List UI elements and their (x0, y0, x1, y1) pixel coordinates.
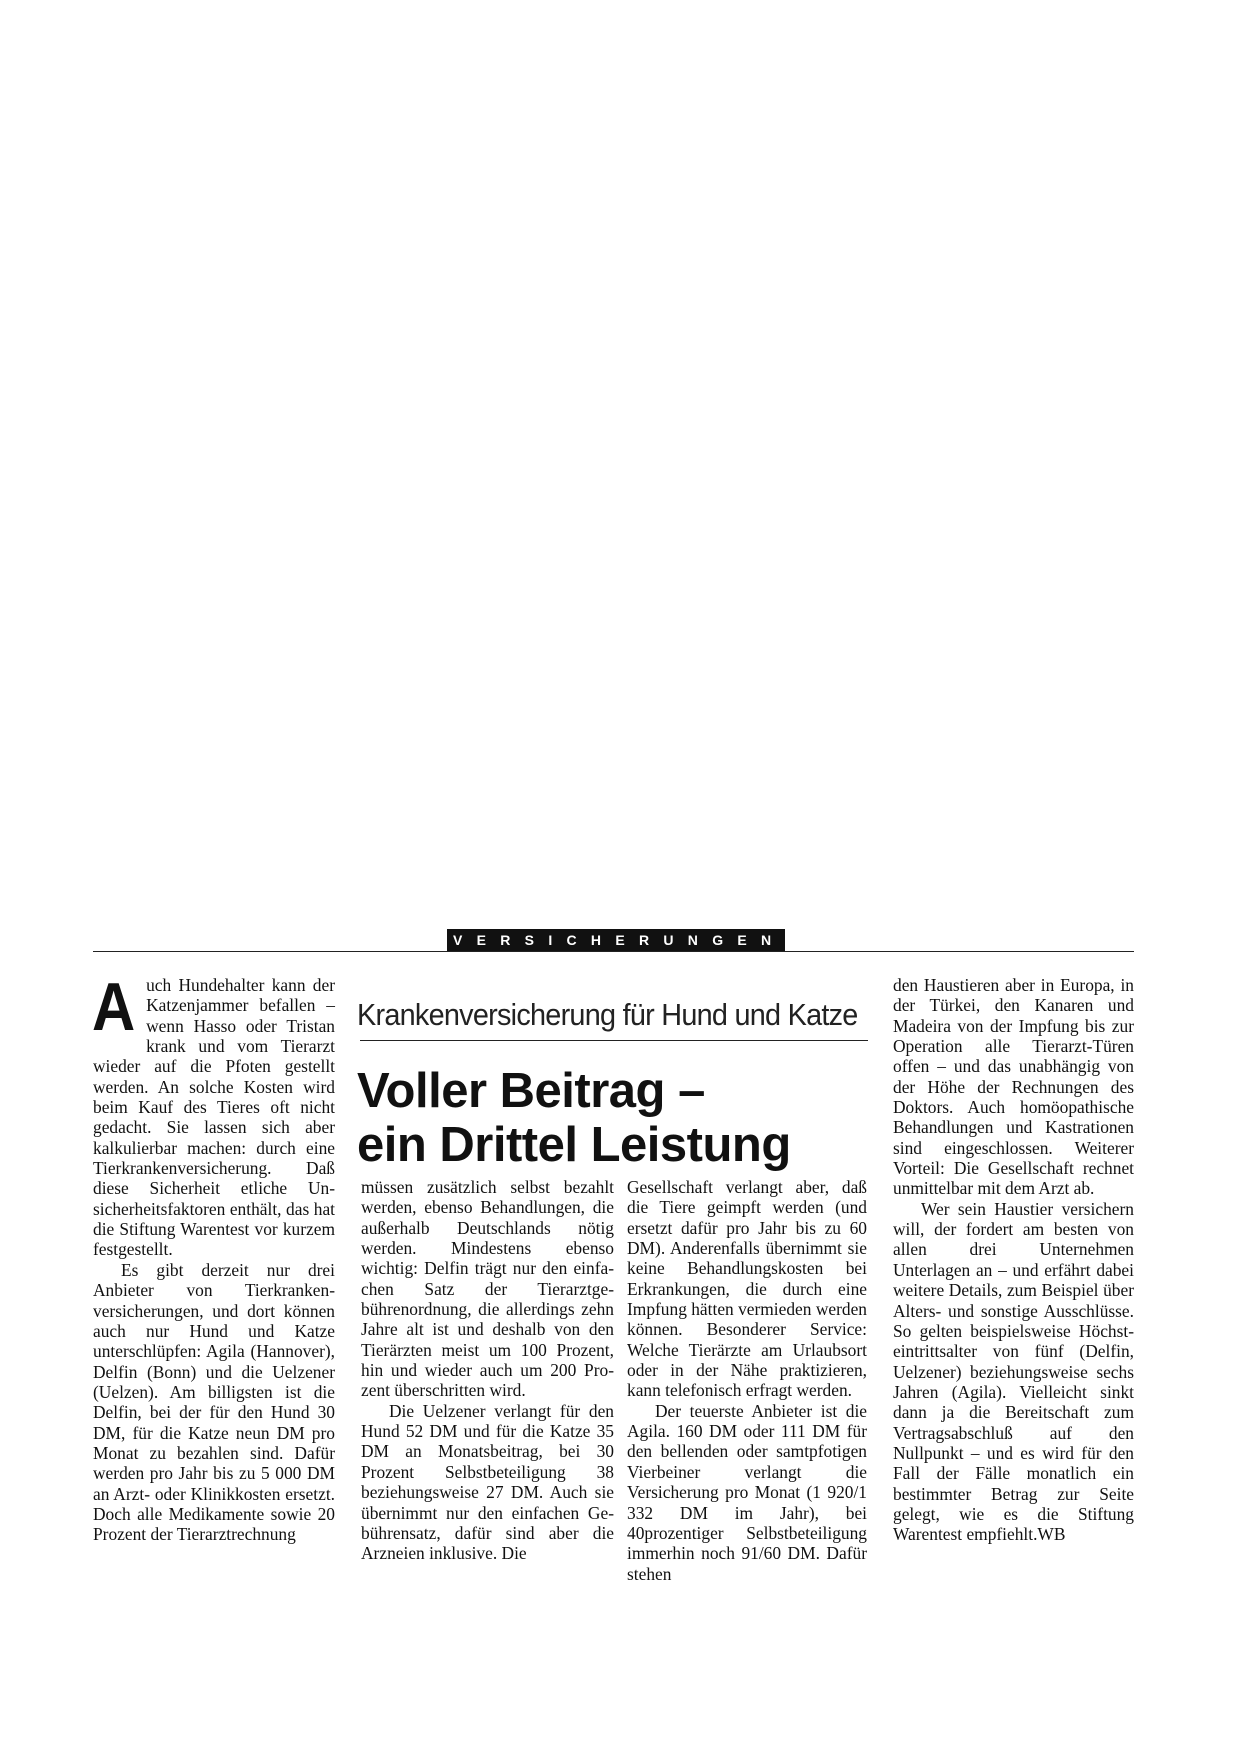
headline-line: ein Drittel Leistung (357, 1118, 791, 1172)
article-paragraph: Wer sein Haustier versichern will, der fordert am besten von allen drei Unternehmen Unterlagen an – und erfährt dabei weitere Details, zum Beispiel über Alters- und sonstige Ausschlüsse. So gelten beispielsweise Höchsteintrittsalter von fünf (Delfin, Uelzener) beziehungsweise sechs Jahren (Agila). Vielleicht sinkt dann ja die Bereitschaft zum Vertragsabschluß auf den Nullpunkt – und es wird für den Fall der Fälle monatlich ein bestimmter Betrag zur Seite gelegt, wie es die Stiftung Warentest empfiehlt.WB (893, 1198, 1134, 1545)
paragraph-text: uch Hundehalter kann der Katzenjammer befallen – wenn Hasso oder Tristan krank und vom Tierarzt wieder auf die Pfoten gestellt werden. An solche Kosten wird beim Kauf des Tieres oft nicht gedacht. Sie lassen sich aber kalkulierbar machen: durch eine Tierkrankenversicherung. Daß diese Sicherheit etliche Unsicherheitsfaktoren enthält, das hat die Stiftung Warentest vor kurzem festgestellt. (93, 975, 335, 1260)
section-rule (93, 951, 1134, 952)
headline-line: Voller Beitrag – (357, 1064, 705, 1118)
article-paragraph (92, 969, 335, 1260)
article-column-3 (627, 1177, 867, 1584)
drop-cap: A (92, 969, 136, 1045)
article-kicker: Krankenversicherung für Hund und Katze (357, 997, 858, 1032)
section-label: VERSICHERUNGEN (447, 929, 785, 951)
article-paragraph: müssen zusätzlich selbst bezahlt werden, ebenso Behandlungen, die außerhalb Deutschlands nötig werden. Mindestens ebenso wichtig: Delfin trägt nur den einfachen Satz der Tierarztgebührenordnung, die allerdings zehn Jahre alt ist und deshalb von den Tierärzten meist um 100 Prozent, hin und wieder auch um 200 Prozent überschritten wird. (361, 1177, 614, 1401)
article-paragraph: Die Uelzener verlangt für den Hund 52 DM und für die Katze 35 DM an Monatsbeitrag, bei 30 Prozent Selbstbeteiligung 38 beziehungsweise 27 DM. Auch sie übernimmt nur den einfachen Gebührensatz, dafür sind aber die Arzneien inklusive. Die (361, 1400, 614, 1564)
article-paragraph: Es gibt derzeit nur drei Anbieter von Tierkrankenversicherungen, und dort können auch nur Hund und Katze unterschlüpfen: Agila (Hannover), Delfin (Bonn) und die Uelzener (Uelzen). Am billigsten ist die Delfin, bei der für den Hund 30 DM, für die Katze neun DM pro Monat zu bezahlen sind. Dafür werden pro Jahr bis zu 5 000 DM an Arzt- oder Klinikkosten ersetzt. Doch alle Medikamente sowie 20 Prozent der Tierarztrechnung (93, 1259, 335, 1545)
article-column-2 (361, 1177, 614, 1564)
article-paragraph: den Haustieren aber in Europa, in der Türkei, den Kanaren und Madeira von der Impfung bis zur Operation alle Tierarzt-Türen offen – und das unabhängig von der Höhe der Rechnungen des Doktors. Auch homöopathische Behandlungen und Kastrationen sind eingeschlossen. Weiterer Vorteil: Die Gesellschaft rechnet unmittelbar mit dem Arzt ab. (893, 975, 1134, 1199)
section-rubric (93, 929, 1133, 953)
article-column-4 (893, 975, 1134, 1545)
article-paragraph: Gesellschaft verlangt aber, daß die Tiere geimpft werden (und ersetzt dafür pro Jahr bis zu 60 DM). Anderenfalls übernimmt sie keine Behandlungskosten bei Erkrankungen, die durch eine Impfung hätten vermieden werden können. Besonderer Service: Welche Tierärzte am Urlaubsort oder in der Nähe praktizieren, kann telefonisch erfragt werden. (627, 1177, 867, 1401)
kicker-rule (360, 1040, 868, 1041)
article-column-1 (92, 969, 335, 1545)
article-paragraph: Der teuerste Anbieter ist die Agila. 160 DM oder 111 DM für den bellenden oder samtpfotigen Vierbeiner verlangt die Versicherung pro Monat (1 920/1 332 DM im Jahr), bei 40prozentiger Selbstbeteiligung immerhin noch 91/60 DM. Dafür stehen (627, 1400, 867, 1584)
article-headline (357, 1064, 869, 1172)
